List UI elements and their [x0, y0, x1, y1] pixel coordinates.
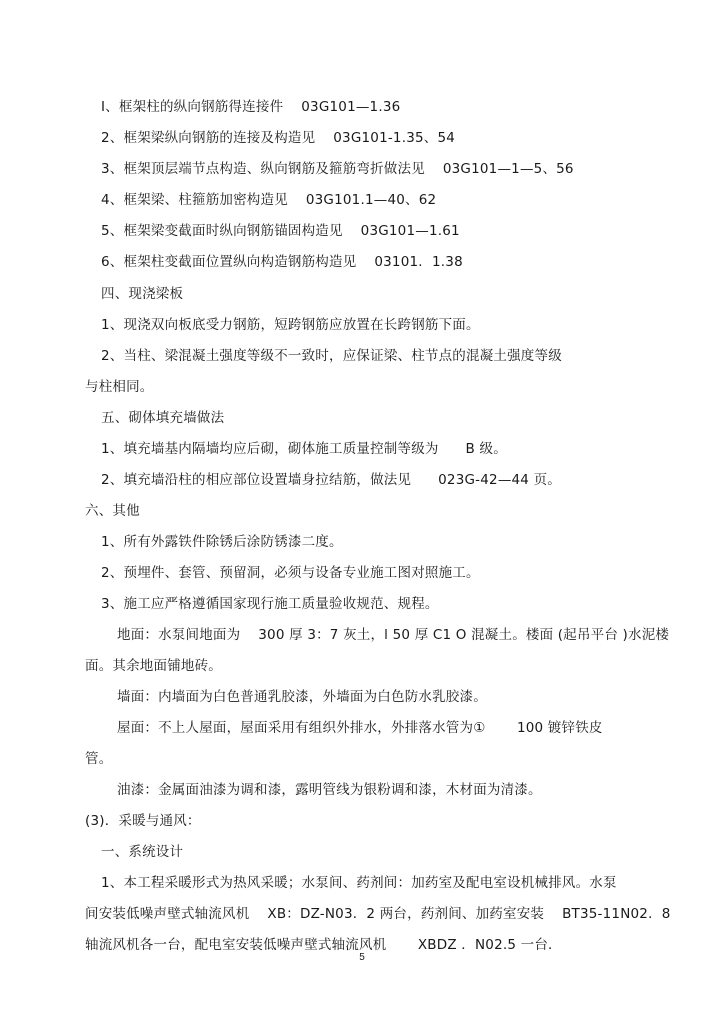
line-19: 面。其余地面铺地砖。 [85, 658, 222, 674]
subsection-heading-1: 一、系统设计 [101, 844, 184, 860]
line-8: 1、现浇双向板底受力钢筋，短跨钢筋应放置在长跨钢筋下面。 [101, 317, 480, 333]
line-1: I、框架柱的纵向钢筋得连接件 03G101—1.36 [101, 99, 401, 115]
line-5: 5、框架梁变截面时纵向钢筋锚固构造见 03G101—1.61 [101, 223, 460, 239]
line-12: 1、填充墙基内隔墙均应后砌，砌体施工质量控制等级为 B 级。 [101, 441, 507, 457]
line-15: 1、所有外露铁件除锈后涂防锈漆二度。 [101, 534, 343, 550]
section-heading-3: (3)．采暖与通风： [85, 813, 201, 829]
page-number: 5 [359, 952, 365, 963]
line-6: 6、框架柱变截面位置纵向构造钢筋构造见 03101．1.38 [101, 254, 463, 270]
line-13: 2、填充墙沿柱的相应部位设置墙身拉结筋，做法见 023G-42—44 页。 [101, 472, 561, 488]
line-22: 管。 [85, 751, 113, 767]
line-28: 轴流风机各一台，配电室安装低噪声壁式轴流风机 XBDZ ．N02.5 一台． [85, 937, 562, 953]
line-10: 与柱相同。 [85, 379, 154, 395]
line-21: 屋面：不上人屋面，屋面采用有组织外排水，外排落水管为① 100 镀锌铁皮 [117, 720, 603, 736]
line-17: 3、施工应严格遵循国家现行施工质量验收规范、规程。 [101, 596, 439, 612]
section-heading-5: 五、砌体填充墙做法 [101, 410, 225, 426]
line-18: 地面：水泵间地面为 300 厚 3：7 灰土，l 50 厚 C1 O 混凝土。楼面 (起吊平台 )水泥楼 [117, 627, 670, 643]
line-26: 1、本工程采暖形式为热风采暖；水泵间、药剂间：加药室及配电室设机械排风。水泵 [101, 875, 617, 891]
line-16: 2、预埋件、套管、预留洞，必须与设备专业施工图对照施工。 [101, 565, 480, 581]
line-2: 2、框架梁纵向钢筋的连接及构造见 03G101-1.35、54 [101, 130, 456, 146]
section-heading-6: 六、其他 [85, 503, 140, 519]
line-4: 4、框架梁、柱箍筋加密构造见 03G101.1—40、62 [101, 192, 437, 208]
line-3: 3、框架顶层端节点构造、纵向钢筋及箍筋弯折做法见 03G101—1—5、56 [101, 161, 574, 177]
line-9: 2、当柱、梁混凝土强度等级不一致时，应保证梁、柱节点的混凝土强度等级 [101, 348, 562, 364]
section-heading-4: 四、现浇梁板 [101, 286, 184, 302]
line-23: 油漆：金属面油漆为调和漆，露明管线为银粉调和漆，木材面为清漆。 [117, 782, 542, 798]
line-20: 墙面：内墙面为白色普通乳胶漆，外墙面为白色防水乳胶漆。 [117, 689, 487, 705]
line-27: 间安装低噪声壁式轴流风机 XB：DZ-N03．2 两台，药剂间、加药室安装 BT35-11N02．8 [85, 906, 671, 922]
